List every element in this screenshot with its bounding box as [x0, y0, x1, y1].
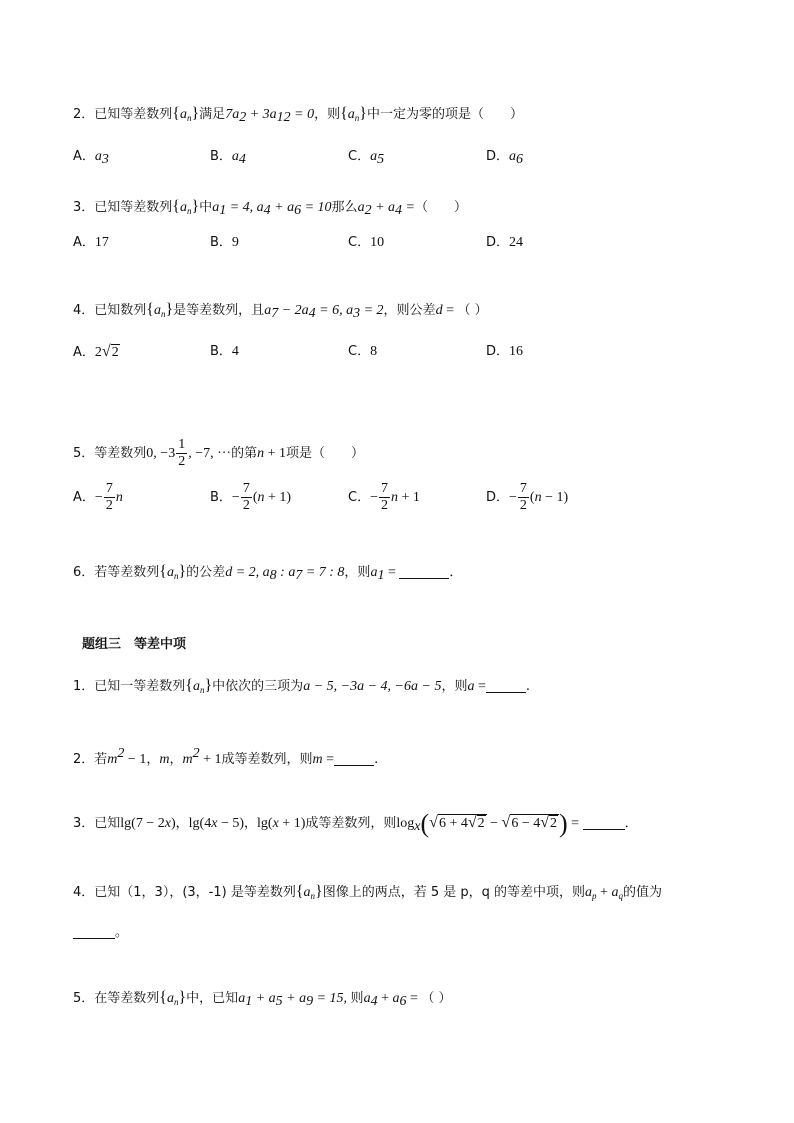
section-heading: 题组三 等差中项 [82, 637, 187, 652]
section-question-4: 4．已知（1，3），(3，-1) 是等差数列$\{a_n\}$图像上的两点，若 5 是 p，q 的等差中项，则$a_p + a_q$的值为 [73, 883, 662, 901]
math-condition: $a_1 = 4$, $a_4 + a_6 = 10$ [212, 200, 332, 218]
q2-option-b: B．$a_4$ [210, 149, 246, 167]
math-seq-an: $\{a_n\}$ [340, 105, 367, 123]
answer-blank[interactable] [583, 815, 625, 830]
math-condition: $a_7 - 2a_4 = 6$, $a_3 = 2$ [264, 303, 384, 321]
math-target: $a_2 + a_4$ = [357, 200, 415, 218]
math-seq-an: $\{a_n\}$ [295, 883, 323, 901]
q3-option-d: D．24 [486, 235, 524, 250]
answer-blank[interactable] [334, 751, 374, 766]
question-4-stem: 4．已知数列$\{a_n\}$是等差数列，且$a_7 - 2a_4 = 6$, $a_3 = 2$，则公差d = （ ） [73, 301, 488, 321]
section-question-2: 2．若$m^2 - 1$，m，$m^2 + 1$成等差数列，则m = . [73, 746, 379, 767]
answer-blank[interactable] [399, 564, 449, 579]
q4-option-d: D．16 [486, 344, 524, 359]
q2-option-c: C．$a_5$ [348, 149, 385, 167]
question-5-stem: 5．等差数列0, −3 $\frac{1}{2}$ , −7, ···的第n + 1项是（ ） [73, 437, 365, 469]
math-terms: a − 5, −3a − 4, −6a − 5 [303, 679, 442, 694]
q3-option-c: C．10 [348, 235, 385, 250]
q4-option-a: A．2√2 [73, 343, 119, 360]
section-question-5: 5．在等差数列$\{a_n\}$中，已知$a_1 + a_5 + a_9 = 15$, 则$a_4 + a_6$ = （ ） [73, 989, 452, 1009]
question-2-stem: 2．已知等差数列$\{a_n\}$满足$7a_2 + 3a_{12} = 0$，则$\{a_n\}$中一定为零的项是（ ） [73, 105, 523, 125]
math-seq-an: $\{a_n\}$ [172, 105, 200, 123]
q2-option-a: A．$a_3$ [73, 149, 109, 167]
q5-option-c: C．− $\frac{7}{2}$ n + 1 [348, 481, 420, 513]
q4-option-b: B．4 [210, 344, 239, 359]
q3-option-a: A．17 [73, 235, 109, 250]
section-question-4-answer-line: 。 [73, 923, 128, 943]
math-seq-an: $\{a_n\}$ [159, 563, 187, 581]
math-seq-an: $\{a_n\}$ [185, 677, 213, 695]
answer-blank[interactable] [486, 678, 526, 693]
question-3-stem: 3．已知等差数列$\{a_n\}$中$a_1 = 4$, $a_4 + a_6 = 10$那么$a_2 + a_4$ =（ ） [73, 198, 467, 218]
math-condition: d = 2, $a_8$ : $a_7 = 7$ : 8 [225, 565, 345, 583]
math-condition: $7a_2 + 3a_{12} = 0$ [225, 107, 315, 125]
q5-option-a: A．− $\frac{7}{2}$ n [73, 481, 123, 513]
answer-blank[interactable] [73, 924, 115, 939]
q5-option-b: B．− $\frac{7}{2}$ (n + 1) [210, 481, 292, 513]
math-seq-an: $\{a_n\}$ [159, 989, 187, 1007]
math-seq-an: $\{a_n\}$ [172, 198, 200, 216]
q2-option-d: D．$a_6$ [486, 149, 524, 167]
q5-option-d: D．− $\frac{7}{2}$ (n − 1) [486, 481, 569, 513]
q4-option-c: C．8 [348, 344, 378, 359]
q3-option-b: B．9 [210, 235, 239, 250]
math-condition: $a_1 + a_5 + a_9 = 15$, [238, 991, 351, 1009]
math-seq-an: $\{a_n\}$ [146, 301, 174, 319]
question-6-stem: 6．若等差数列$\{a_n\}$的公差d = 2, $a_8$ : $a_7 = 7$ : 8，则$a_1$ = ． [73, 563, 463, 583]
section-question-3: 3．已知lg(7 − 2x)，lg(4x − 5)，lg(x + 1)成等差数列，则$\log_x(√6 + 4√2 - √6 - 4√2)$ = ． [73, 809, 638, 838]
section-question-1: 1．已知一等差数列$\{a_n\}$中依次的三项为a − 5, −3a − 4, −6a − 5，则a = . [73, 677, 531, 695]
